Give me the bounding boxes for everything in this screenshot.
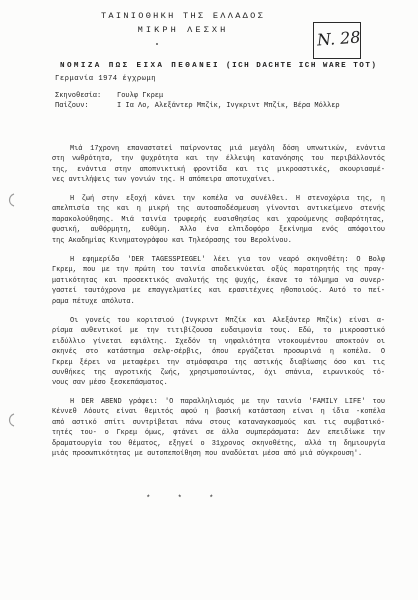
text-line: ρίσμα αυθεντικοί με την τιτιβίζουσα ευδαιμονία τους. Εδώ, το μικροαστικό bbox=[52, 327, 385, 336]
text-line: Κέννεθ Λόουτς είναι θεμιτός αφού η βασική κατάσταση είναι η ίδια -κοπέλα bbox=[52, 408, 385, 417]
text-line: νους σαν μέσο ξεσκεπάσματος. bbox=[52, 379, 168, 388]
credit-label: Παίζουν: bbox=[55, 102, 89, 110]
catalog-number-box bbox=[313, 22, 361, 59]
text-line: Μιά 17χρονη επαναστατεί παίρνοντας μιά μεγάλη δόση υπνωτικών, ενάντια bbox=[70, 145, 385, 153]
scan-mark bbox=[156, 43, 158, 45]
text-line: ραμα πέτυχε απόλυτα. bbox=[52, 297, 135, 306]
film-title bbox=[60, 61, 377, 71]
credit-cast bbox=[55, 101, 340, 111]
paragraph-cast-notes bbox=[52, 316, 385, 389]
text-line: Η ζωή στην εξοχή κάνει την κοπέλα να συνέλθει. Η στενοχώρια της, η bbox=[70, 195, 385, 203]
text-line: της Ακαδημίας Κινηματογράφου και Τηλεόρασης του Βερολίνου. bbox=[52, 236, 292, 245]
text-line: Γκρεμ, που με την πρώτη του ταινία αποδεικνύεται οξύς παρατηρητής της πραγ- bbox=[52, 266, 385, 275]
text-line: Η DER ABEND γράφει: 'Ο παραλληλισμός με την ταινία 'FAMILY LIFE' του bbox=[70, 398, 385, 406]
text-line: τητές του- ο Γκρεμ όμως, φτάνει σε άλλα συμπεράσματα: Δεν επειδίωκε την bbox=[52, 429, 385, 438]
text-line: Η εφημερίδα 'DER TAGESSPIEGEL' λέει για τον νεαρό σκηνοθέτη: Ο Βολφ bbox=[70, 256, 385, 264]
text-line: νες αντιλήψεις των γονιών της. Η απόπειρα αποτυχαίνει. bbox=[52, 176, 276, 185]
paragraph-review-der-abend bbox=[52, 397, 385, 459]
text-line: Γκρεμ ξέρει να μεταφέρει την ατμόσφαιρα της αστικής διαβίωσης όσο και τις bbox=[52, 358, 385, 367]
film-title-original: (ICH DACHTE ICH WARE TOT) bbox=[226, 62, 378, 70]
text-line: ειδύλλιο γίνεται εφιάλτης. Σχεδόν τη νηφαλιότητα ντοκουμέντου αποκτούν οι bbox=[52, 337, 385, 346]
text-line: μιάς προσωπικότητας με αυτοπεποίθηση που αναδύεται μέσα από μιά σύγκρουση'. bbox=[52, 449, 363, 458]
text-line: παρακολούθησης. Μιά ταινία τρυφερής ευαισθησίας και χαρούμενης σοβαρότητας, bbox=[52, 215, 385, 224]
text-line: από αστικό σπίτι συντρίβεται πάνω στους καταναγκασμούς και τις συμβατικό- bbox=[52, 418, 385, 427]
club-name: ΜΙΚΡΗ ΛΕΣΧΗ bbox=[137, 25, 229, 35]
text-line: δραματουργία του θέματος, εξηγεί ο 31χρονος σκηνοθέτης, αλλά τη δημιουργία bbox=[52, 439, 385, 448]
credit-label: Σκηνοθεσία: bbox=[55, 92, 102, 100]
paragraph-review-tagesspiegel bbox=[52, 255, 385, 307]
credit-director bbox=[55, 91, 163, 101]
text-line: στη νωθρότητα, την ψυχρότητα και την έλλειψη κατανόησης του περιβάλλοντός bbox=[52, 155, 385, 164]
text-line: της, ενάντια στην αποπνικτική φροντίδα και τις μικροαστικές, σκουριασμέ- bbox=[52, 165, 385, 174]
institution-name: ΤΑΙΝΙΟΘΗΚΗ ΤΗΣ ΕΛΛΑΔΟΣ bbox=[100, 11, 266, 21]
text-line: γαστεί ταυτόχρονα με επαγγελματίες και ερασιτέχνες ηθοποιούς. Αυτό το πεί- bbox=[52, 287, 385, 296]
text-line: απελπισία της και η μικρή της αυτοαποδέσμευση γίνονται αντικείμενο στενής bbox=[52, 205, 385, 214]
paragraph-description bbox=[52, 194, 385, 246]
credit-value: Ι Ια Λο, Αλεξάντερ Μπζίκ, Ινγκριντ Μπζίκ, Βέρα Μόλλερ bbox=[117, 102, 340, 110]
text-line: Οι γονείς του κοριτσιού (Ινγκριντ Μπζίκ και Αλεξάντερ Μπζίκ) είναι α- bbox=[70, 317, 385, 325]
film-info: Γερμανία 1974 έγχρωμη bbox=[55, 75, 157, 83]
punch-hole-mark bbox=[6, 193, 16, 207]
handwritten-catalog-number: N. 28 bbox=[316, 27, 362, 50]
section-separator: * * * bbox=[146, 495, 214, 503]
text-line: ματικότητας και προσεκτικός αναλυτής της ψυχής, έκανε το τόλμημα να συνερ- bbox=[52, 276, 385, 285]
paragraph-synopsis bbox=[52, 144, 385, 186]
text-line: σκηνές στο κατάστημα σελφ-σέρβις, όπου εργάζεται προσωρινά η κοπέλα. Ο bbox=[52, 348, 385, 357]
punch-hole-mark bbox=[6, 413, 16, 427]
text-line: φυσική, αυθόρμητη, ευθύμη. Άλλο ένα ελπιδοφόρο ξεκίνημα ενός απόφοιτου bbox=[52, 226, 385, 235]
credit-value: Γουλφ Γκρεμ bbox=[117, 92, 164, 100]
film-title-greek: ΝΟΜΙΖΑ ΠΩΣ ΕΙΧΑ ΠΕΘΑΝΕΙ bbox=[60, 62, 221, 70]
text-line: συνθήκες της αγροτικής ζωής, χρησιμοποιώντας, όχι σπάνια, ειρωνικούς τό- bbox=[52, 368, 385, 377]
